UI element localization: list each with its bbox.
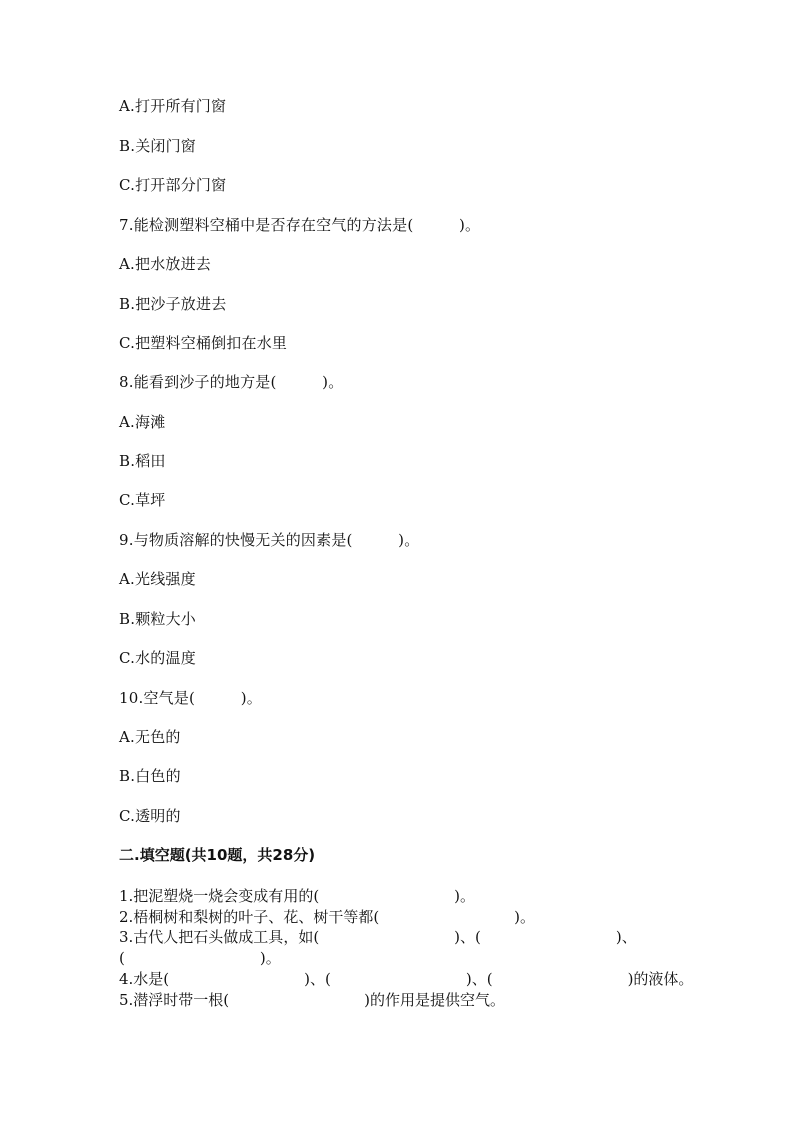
fill-question-4: 4.水是( )、( )、( )的液体。 [119, 970, 694, 988]
q10-option-b: B.白色的 [119, 767, 181, 785]
question-10: 10.空气是( )。 [119, 689, 262, 707]
fill-question-5: 5.潜浮时带一根( )的作用是提供空气。 [119, 991, 506, 1009]
section-heading-fill-blank: 二.填空题(共10题，共28分) [119, 846, 316, 864]
q7-option-b: B.把沙子放进去 [119, 295, 227, 313]
q8-option-b: B.稻田 [119, 452, 166, 470]
option-c-open-some-windows: C.打开部分门窗 [119, 176, 227, 194]
q8-option-a: A.海滩 [119, 413, 166, 431]
option-a-open-all-windows: A.打开所有门窗 [119, 97, 227, 115]
question-8: 8.能看到沙子的地方是( )。 [119, 373, 344, 391]
question-7: 7.能检测塑料空桶中是否存在空气的方法是( )。 [119, 216, 481, 234]
fill-question-3: 3.古代人把石头做成工具，如( )、( )、 [119, 928, 637, 946]
q10-option-a: A.无色的 [119, 728, 181, 746]
fill-question-2: 2.梧桐树和梨树的叶子、花、树干等都( )。 [119, 908, 536, 926]
q8-option-c: C.草坪 [119, 491, 166, 509]
option-b-close-windows: B.关闭门窗 [119, 137, 196, 155]
q10-option-c: C.透明的 [119, 807, 181, 825]
question-9: 9.与物质溶解的快慢无关的因素是( )。 [119, 531, 420, 549]
q9-option-b: B.颗粒大小 [119, 610, 196, 628]
fill-question-3-continued: ( )。 [119, 949, 281, 967]
fill-question-1: 1.把泥塑烧一烧会变成有用的( )。 [119, 887, 476, 905]
q7-option-c: C.把塑料空桶倒扣在水里 [119, 334, 288, 352]
q9-option-a: A.光线强度 [119, 570, 196, 588]
q7-option-a: A.把水放进去 [119, 255, 212, 273]
q9-option-c: C.水的温度 [119, 649, 196, 667]
